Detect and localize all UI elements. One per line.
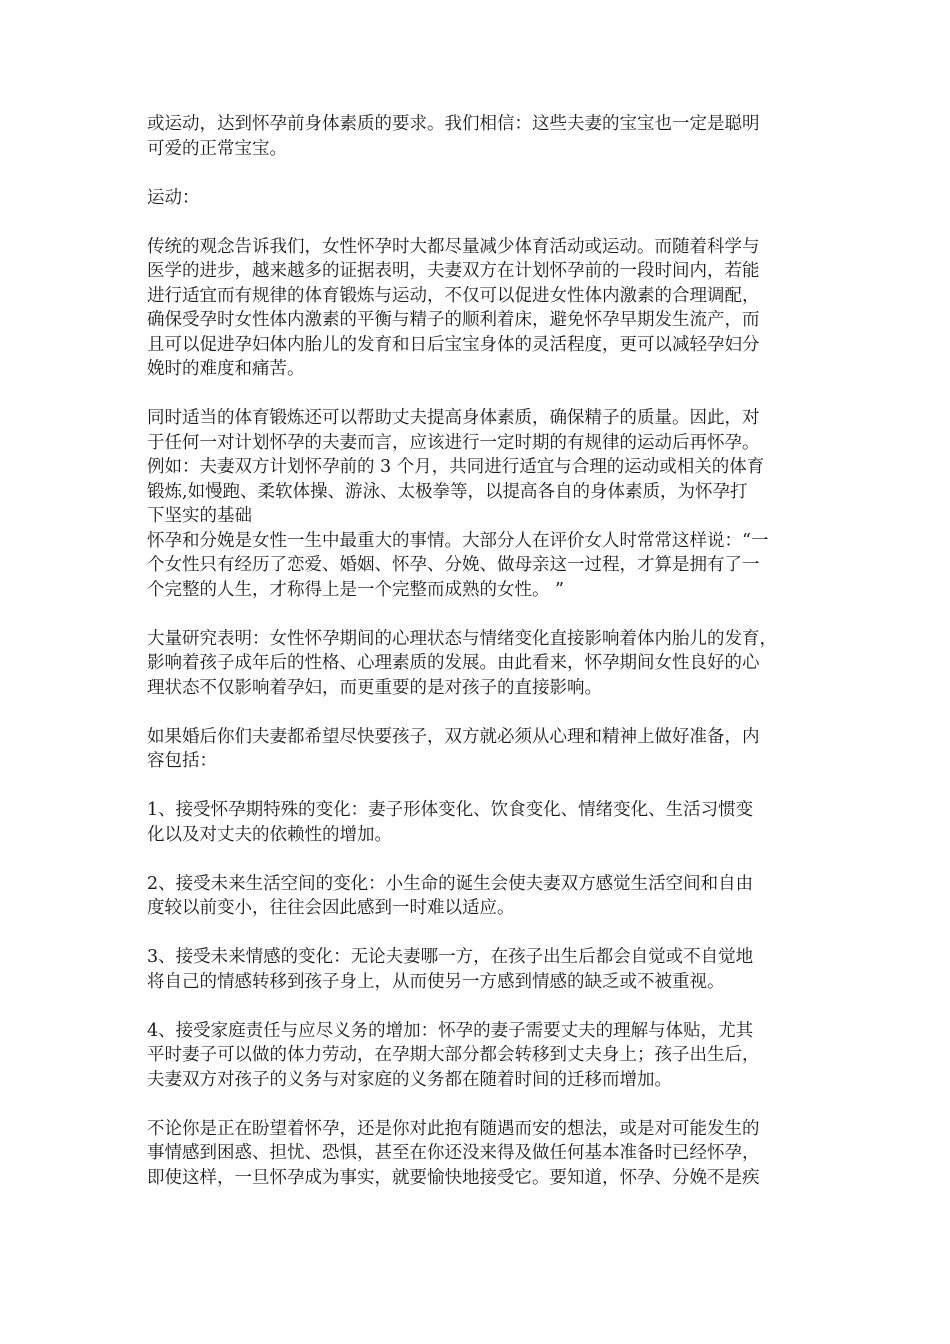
list-item-2: 2、接受未来生活空间的变化：小生命的诞生会使夫妻双方感觉生活空间和自由 度较以前变小，往往会因此感到一时难以适应。 xyxy=(147,873,754,918)
paragraph-research: 大量研究表明：女性怀孕期间的心理状态与情绪变化直接影响着体内胎儿的发育， 影响着孩子成年后的性格、心理素质的发展。由此看来，怀孕期间女性良好的心 理状态不仅影响着孕妇，而更重要的是对孩子的直接影响。 xyxy=(147,628,777,698)
paragraph-preparation: 如果婚后你们夫妻都希望尽快要孩子，双方就必须从心理和精神上做好准备，内 容包括： xyxy=(147,726,760,771)
list-item-4: 4、接受家庭责任与应尽义务的增加：怀孕的妻子需要丈夫的理解与体贴，尤其 平时妻子可以做的体力劳动，在孕期大部分都会转移到丈夫身上；孩子出生后， 夫妻双方对孩子的义务与对家庭的义务都在随着时间的迁移而增加。 xyxy=(147,1020,760,1090)
paragraph-husband-fitness: 同时适当的体育锻炼还可以帮助丈夫提高身体素质，确保精子的质量。因此，对 于任何一对计划怀孕的夫妻而言，应该进行一定时期的有规律的运动后再怀孕。 例如：夫妻双方计划怀孕前的 3 个月，共同进行适宜与合理的运动或相关的体育 锻炼,如慢跑、柔软体操、游泳、太极拳等，以提高各自的身体素质，为怀孕打 下坚实的基础 xyxy=(147,408,765,526)
list-item-3: 3、接受未来情感的变化：无论夫妻哪一方，在孩子出生后都会自觉或不自觉地 将自己的情感转移到孩子身上，从而使另一方感到情感的缺乏或不被重视。 xyxy=(147,947,754,992)
paragraph-pregnancy-importance: 怀孕和分娩是女性一生中最重大的事情。大部分人在评价女人时常常这样说：“一 个女性只有经历了恋爱、婚姻、怀孕、分娩、做母亲这一过程，才算是拥有了一 个完整的人生，才称得上是一个完整而成熟的女性。 ” xyxy=(147,530,769,600)
list-item-1: 1、接受怀孕期特殊的变化：妻子形体变化、饮食变化、情绪变化、生活习惯变 化以及对丈夫的依赖性的增加。 xyxy=(147,800,754,845)
document-page xyxy=(147,112,815,1190)
paragraph-intro: 或运动，达到怀孕前身体素质的要求。我们相信：这些夫妻的宝宝也一定是聪明 可爱的正常宝宝。 xyxy=(147,114,760,159)
paragraph-acceptance: 不论你是正在盼望着怀孕，还是你对此抱有随遇而安的想法，或是对可能发生的 事情感到困惑、担忧、恐惧，甚至在你还没来得及做任何基本准备时已经怀孕， 即使这样，一旦怀孕成为事实，就要愉快地接受它。要知道，怀孕、分娩不是疾 xyxy=(147,1118,760,1188)
paragraph-traditional-view: 传统的观念告诉我们，女性怀孕时大都尽量减少体育活动或运动。而随着科学与 医学的进步，越来越多的证据表明，夫妻双方在计划怀孕前的一段时间内，若能 进行适宜而有规律的体育锻炼与运动，不仅可以促进女性体内激素的合理调配， 确保受孕时女性体内激素的平衡与精子的顺利着床，避免怀孕早期发生流产，而 且可以促进孕妇体内胎儿的发育和日后宝宝身体的灵活程度，更可以减轻孕妇分 娩时的难度和痛苦。 xyxy=(147,236,760,379)
section-heading-exercise: 运动： xyxy=(147,187,200,208)
